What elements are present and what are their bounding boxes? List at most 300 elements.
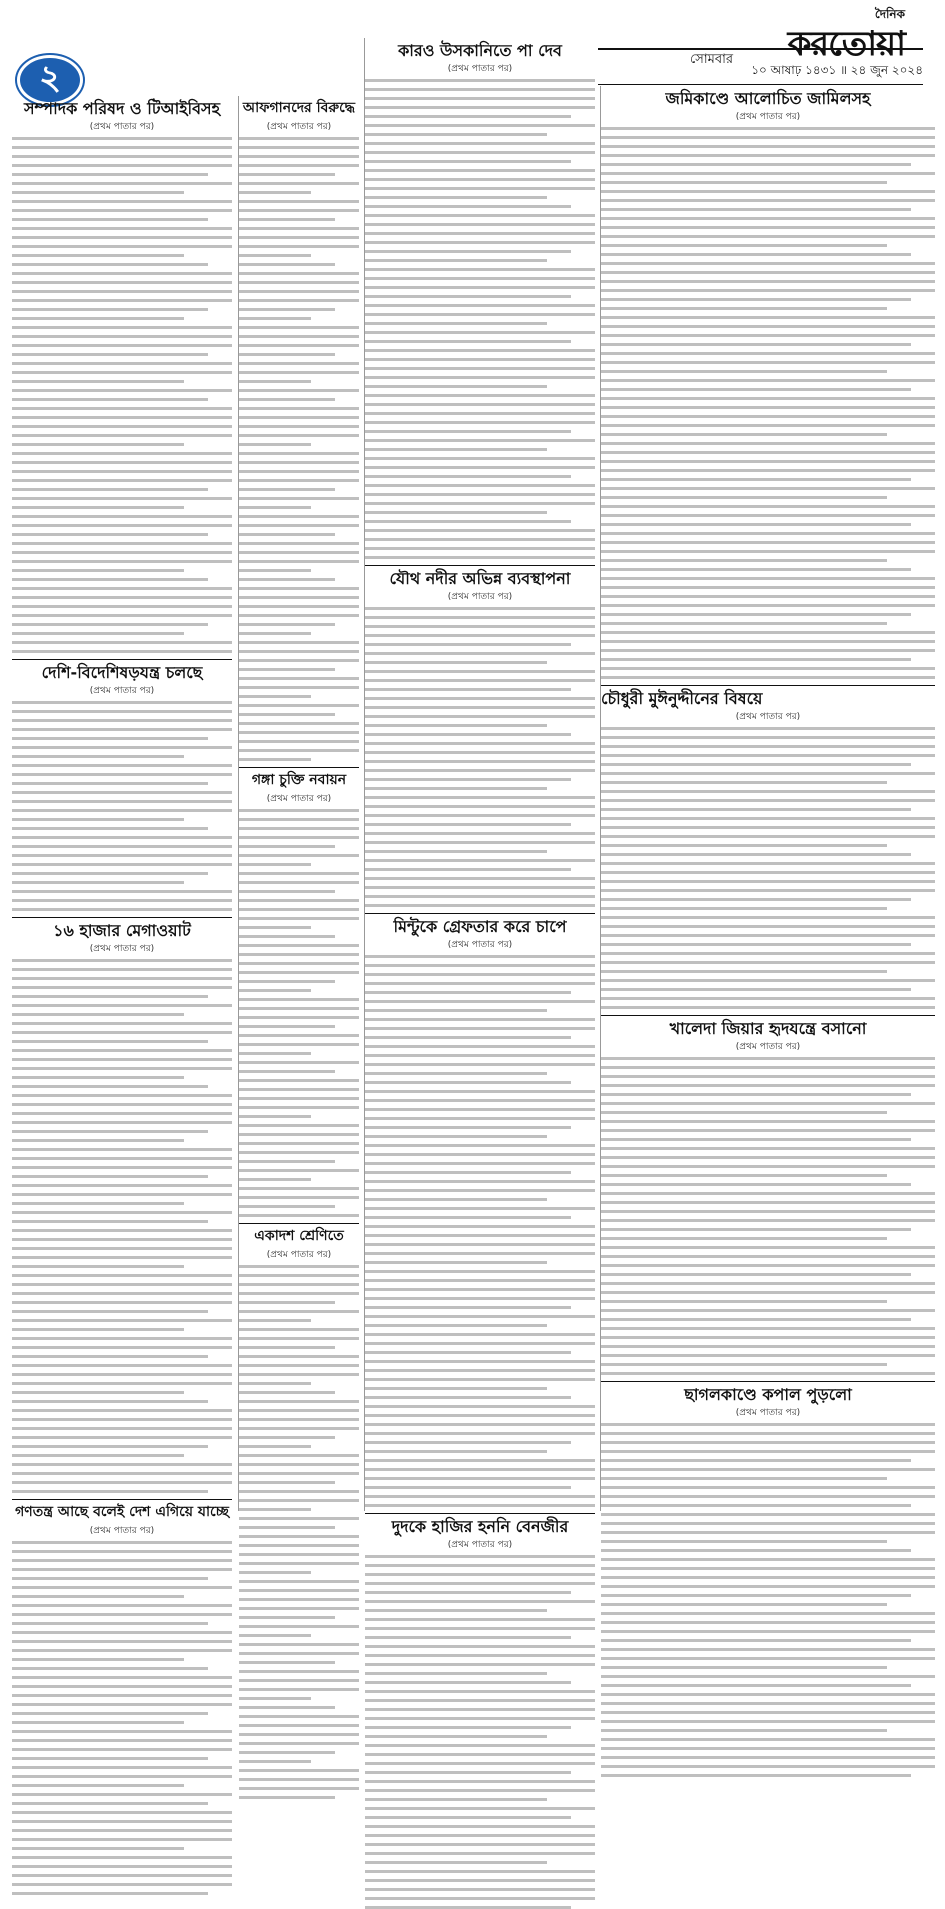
text-line — [601, 952, 935, 955]
text-line — [12, 836, 232, 839]
headline-joutho-nodi: যৌথ নদীর অভিন্ন ব্যবস্থাপনা — [389, 569, 571, 588]
text-line — [12, 1427, 232, 1430]
text-line — [601, 1201, 935, 1204]
text-line — [365, 1861, 547, 1864]
text-line — [365, 187, 595, 190]
text-line — [12, 650, 232, 653]
text-line — [365, 1234, 595, 1237]
text-line — [12, 407, 232, 410]
text-line — [239, 497, 359, 500]
text-line — [12, 1355, 208, 1358]
text-line — [239, 1364, 359, 1367]
text-line — [239, 1214, 359, 1217]
text-line — [601, 487, 935, 490]
text-line — [365, 823, 571, 826]
text-line — [239, 488, 335, 491]
text-line — [12, 1022, 232, 1025]
text-line — [239, 1607, 359, 1610]
text-line — [12, 1346, 232, 1349]
text-line — [365, 1432, 595, 1435]
text-line — [365, 1726, 571, 1729]
text-line — [239, 623, 335, 626]
text-line — [365, 1555, 595, 1558]
text-line — [365, 259, 547, 262]
article-jomikando — [601, 90, 935, 679]
text-line — [239, 1490, 359, 1493]
text-line — [365, 964, 595, 967]
text-line — [601, 1522, 935, 1525]
text-line — [365, 1495, 595, 1498]
text-line — [12, 542, 232, 545]
text-line — [365, 1009, 547, 1012]
headline-afghan: আফগানদের বিরুদ্ধে — [242, 100, 356, 116]
text-line — [365, 991, 571, 994]
text-line — [601, 889, 935, 892]
text-line — [601, 1093, 911, 1096]
text-line — [239, 704, 359, 707]
text-line — [365, 97, 595, 100]
text-line — [365, 1261, 547, 1264]
text-line — [601, 1495, 935, 1498]
text-line — [239, 1499, 359, 1502]
text-line — [601, 595, 935, 598]
text-line — [239, 1160, 335, 1163]
text-line — [239, 605, 359, 608]
text-line — [365, 625, 595, 628]
text-line — [12, 1049, 232, 1052]
text-line — [601, 1711, 935, 1714]
headline-usokani: কারও উসকানিতে পা দেব — [398, 41, 562, 60]
text-line — [365, 904, 595, 907]
text-line — [365, 1108, 595, 1111]
text-line — [601, 745, 935, 748]
text-line — [12, 1265, 184, 1268]
text-line — [365, 1396, 571, 1399]
text-line — [601, 397, 935, 400]
text-line — [601, 1300, 887, 1303]
text-line — [239, 731, 359, 734]
text-line — [601, 442, 935, 445]
text-line — [239, 218, 335, 221]
text-line — [601, 208, 911, 211]
text-line — [601, 763, 911, 766]
text-line — [12, 416, 232, 419]
text-line — [12, 326, 232, 329]
divider — [601, 1015, 935, 1016]
text-line — [12, 1472, 232, 1475]
text-line — [601, 1273, 911, 1276]
text-line — [239, 1097, 359, 1100]
text-line — [239, 200, 359, 203]
text-line — [365, 1207, 595, 1210]
text-line — [601, 577, 935, 580]
text-line — [239, 971, 359, 974]
text-line — [601, 808, 911, 811]
text-line — [365, 385, 547, 388]
text-line — [365, 1834, 595, 1837]
text-line — [12, 1559, 232, 1562]
text-line — [365, 1663, 595, 1666]
text-line — [12, 1148, 232, 1151]
text-line — [239, 758, 311, 761]
text-line — [12, 1847, 184, 1850]
text-line — [12, 1667, 208, 1670]
text-line — [601, 1228, 911, 1231]
text-line — [601, 1156, 935, 1159]
text-line — [239, 1760, 311, 1763]
text-line — [239, 1616, 335, 1619]
text-line — [365, 769, 595, 772]
text-line — [601, 388, 911, 391]
text-line — [365, 475, 571, 478]
text-line — [12, 1040, 208, 1043]
text-line — [239, 326, 359, 329]
text-line — [12, 1310, 208, 1313]
text-line — [239, 650, 359, 653]
text-line — [601, 835, 935, 838]
text-line — [239, 380, 311, 383]
text-line — [239, 1043, 359, 1046]
text-line — [601, 280, 935, 283]
text-line — [239, 362, 359, 365]
text-line — [365, 151, 595, 154]
text-line — [365, 1153, 595, 1156]
article-usokani — [365, 42, 595, 559]
text-line — [601, 1255, 935, 1258]
text-line — [12, 596, 232, 599]
text-line — [239, 668, 335, 671]
text-line — [365, 331, 595, 334]
text-line — [365, 955, 595, 958]
divider — [601, 1381, 935, 1382]
article-joutho-nodi — [365, 570, 595, 907]
text-line — [239, 344, 359, 347]
text-line — [12, 1229, 232, 1232]
text-line — [239, 632, 311, 635]
text-line — [12, 344, 232, 347]
text-line — [365, 1270, 595, 1273]
text-line — [365, 1645, 595, 1648]
text-line — [601, 1603, 887, 1606]
article-body — [365, 955, 595, 1507]
divider — [365, 565, 595, 566]
text-line — [365, 1171, 571, 1174]
text-line — [12, 1130, 208, 1133]
text-line — [365, 529, 595, 532]
text-line — [12, 1274, 232, 1277]
text-line — [365, 412, 595, 415]
text-line — [239, 1652, 359, 1655]
text-line — [365, 1360, 595, 1363]
text-line — [365, 547, 595, 550]
text-line — [12, 1577, 208, 1580]
text-line — [12, 818, 184, 821]
text-line — [239, 953, 359, 956]
divider — [365, 1513, 595, 1514]
text-line — [12, 968, 232, 971]
text-line — [239, 1688, 359, 1691]
text-line — [601, 1291, 935, 1294]
text-line — [601, 1729, 887, 1732]
text-line — [601, 649, 935, 652]
text-line — [12, 560, 232, 563]
text-line — [601, 1174, 887, 1177]
text-line — [239, 1481, 335, 1484]
text-line — [12, 1490, 208, 1493]
text-line — [365, 133, 547, 136]
text-line — [601, 772, 935, 775]
text-line — [365, 457, 595, 460]
text-line — [239, 998, 359, 1001]
text-line — [365, 1324, 547, 1327]
text-line — [601, 217, 935, 220]
text-line — [12, 1058, 232, 1061]
text-line — [239, 1016, 359, 1019]
text-line — [601, 1747, 935, 1750]
text-line — [601, 1594, 911, 1597]
text-line — [239, 1274, 359, 1277]
text-line — [601, 970, 887, 973]
text-line — [365, 1717, 595, 1720]
text-line — [239, 1535, 359, 1538]
text-line — [365, 1681, 571, 1684]
divider — [12, 917, 232, 918]
text-line — [12, 1613, 232, 1616]
text-line — [12, 353, 208, 356]
headline-khaleda: খালেদা জিয়ার হৃদযন্ত্রে বসানো — [669, 1019, 867, 1038]
text-line — [601, 1513, 935, 1516]
text-line — [239, 308, 335, 311]
text-line — [12, 845, 232, 848]
text-line — [601, 379, 935, 382]
text-line — [239, 1319, 311, 1322]
text-line — [365, 1225, 595, 1228]
continued-label: (প্রথম পাতার পর) — [89, 686, 155, 696]
text-line — [239, 299, 359, 302]
text-line — [365, 670, 595, 673]
text-line — [365, 1315, 595, 1318]
text-line — [601, 1192, 935, 1195]
text-line — [12, 191, 184, 194]
text-line — [239, 254, 311, 257]
article-ekadosh — [239, 1228, 359, 1799]
text-line — [601, 1354, 935, 1357]
text-line — [365, 1477, 595, 1480]
text-line — [239, 827, 359, 830]
text-line — [12, 1676, 232, 1679]
text-line — [239, 1178, 311, 1181]
text-line — [365, 1198, 547, 1201]
text-line — [365, 706, 595, 709]
continued-label: (প্রথম পাতার পর) — [89, 944, 155, 954]
text-line — [239, 980, 335, 983]
text-line — [365, 1699, 595, 1702]
text-line — [12, 995, 208, 998]
text-line — [601, 604, 935, 607]
text-line — [12, 362, 232, 365]
text-line — [239, 926, 311, 929]
text-line — [601, 1756, 935, 1759]
text-line — [601, 727, 935, 730]
text-line — [239, 434, 359, 437]
headline-ganga: গঙ্গা চুক্তি নবায়ন — [251, 772, 347, 788]
text-line — [601, 586, 935, 589]
text-line — [239, 1052, 311, 1055]
text-line — [365, 1441, 571, 1444]
text-line — [365, 313, 595, 316]
text-line — [365, 403, 595, 406]
text-line — [239, 1562, 359, 1565]
text-line — [365, 1405, 595, 1408]
article-gonotontro — [12, 1504, 232, 1895]
text-line — [239, 371, 359, 374]
text-line — [365, 679, 595, 682]
text-line — [601, 1138, 911, 1141]
text-line — [12, 1085, 208, 1088]
headline-sompadok: সম্পাদক পরিষদ ও টিআইবিসহ — [23, 99, 221, 118]
text-line — [365, 268, 595, 271]
text-line — [12, 1067, 232, 1070]
text-line — [601, 1129, 935, 1132]
text-line — [12, 182, 232, 185]
text-line — [365, 376, 595, 379]
text-line — [365, 697, 595, 700]
text-line — [601, 1549, 911, 1552]
text-line — [365, 79, 595, 82]
text-line — [239, 1187, 359, 1190]
headline-mintu: মিন্টুকে গ্রেফতার করে চাপে — [393, 917, 567, 936]
text-line — [12, 263, 208, 266]
text-line — [12, 1649, 232, 1652]
text-line — [601, 343, 911, 346]
text-line — [12, 434, 232, 437]
text-line — [239, 1133, 359, 1136]
text-line — [365, 1423, 595, 1426]
text-line — [601, 451, 935, 454]
text-line — [239, 515, 359, 518]
text-line — [601, 136, 935, 139]
text-line — [365, 832, 595, 835]
text-line — [601, 406, 935, 409]
text-line — [365, 1870, 595, 1873]
text-line — [12, 1409, 232, 1412]
article-khaleda — [601, 1020, 935, 1375]
text-line — [365, 1180, 595, 1183]
text-line — [365, 787, 547, 790]
text-line — [239, 137, 359, 140]
text-line — [12, 1712, 208, 1715]
text-line — [12, 755, 184, 758]
text-line — [239, 560, 359, 563]
article-body — [601, 727, 935, 1009]
text-line — [601, 1006, 935, 1009]
text-line — [601, 334, 935, 337]
text-line — [601, 1264, 935, 1267]
text-line — [239, 533, 335, 536]
text-line — [365, 178, 595, 181]
text-line — [365, 502, 595, 505]
text-line — [601, 1576, 935, 1579]
text-line — [365, 634, 595, 637]
text-line — [365, 232, 595, 235]
text-line — [12, 1721, 184, 1724]
article-body — [601, 1057, 935, 1375]
text-line — [239, 1436, 335, 1439]
text-line — [365, 814, 595, 817]
text-line — [239, 245, 359, 248]
text-line — [601, 1675, 935, 1678]
text-line — [12, 209, 232, 212]
article-body — [239, 1265, 359, 1799]
text-line — [239, 1061, 359, 1064]
text-line — [12, 1283, 232, 1286]
text-line — [239, 191, 311, 194]
text-line — [12, 1568, 232, 1571]
text-line — [601, 1423, 935, 1426]
text-line — [365, 1888, 595, 1891]
text-line — [601, 1183, 911, 1186]
text-line — [239, 1124, 359, 1127]
text-line — [12, 782, 208, 785]
text-line — [601, 1084, 935, 1087]
text-line — [365, 1054, 595, 1057]
text-line — [601, 1702, 935, 1705]
text-line — [12, 746, 232, 749]
text-line — [12, 587, 232, 590]
column-1 — [12, 96, 232, 1536]
text-line — [365, 1771, 571, 1774]
article-deshi-bideshi — [12, 664, 232, 911]
text-line — [12, 1640, 232, 1643]
text-line — [239, 506, 311, 509]
continued-label: (প্রথম পাতার পর) — [447, 64, 513, 74]
continued-label: (প্রথম পাতার পর) — [735, 712, 801, 722]
text-line — [239, 1463, 359, 1466]
text-line — [12, 1865, 232, 1868]
text-line — [365, 1780, 595, 1783]
article-ganga — [239, 772, 359, 1217]
article-sompadok — [12, 100, 232, 653]
text-line — [12, 524, 232, 527]
text-line — [365, 895, 595, 898]
text-line — [239, 1427, 359, 1430]
text-line — [601, 1075, 935, 1078]
text-line — [601, 145, 935, 148]
text-line — [601, 862, 935, 865]
text-line — [12, 398, 208, 401]
text-line — [12, 1247, 232, 1250]
text-line — [239, 524, 359, 527]
text-line — [601, 1531, 935, 1534]
text-line — [601, 979, 935, 982]
text-line — [239, 263, 335, 266]
text-line — [601, 541, 935, 544]
text-line — [365, 850, 547, 853]
text-line — [601, 1693, 935, 1696]
text-line — [239, 1445, 311, 1448]
text-line — [601, 1558, 935, 1561]
text-line — [12, 1802, 208, 1805]
text-line — [601, 1165, 935, 1168]
text-line — [601, 325, 935, 328]
text-line — [365, 742, 595, 745]
text-line — [601, 1540, 887, 1543]
text-line — [239, 659, 359, 662]
headline-benazir: দুদকে হাজির হননি বেনজীর — [391, 1517, 569, 1536]
text-line — [365, 886, 595, 889]
text-line — [239, 569, 311, 572]
continued-label: (প্রথম পাতার পর) — [447, 1540, 513, 1550]
